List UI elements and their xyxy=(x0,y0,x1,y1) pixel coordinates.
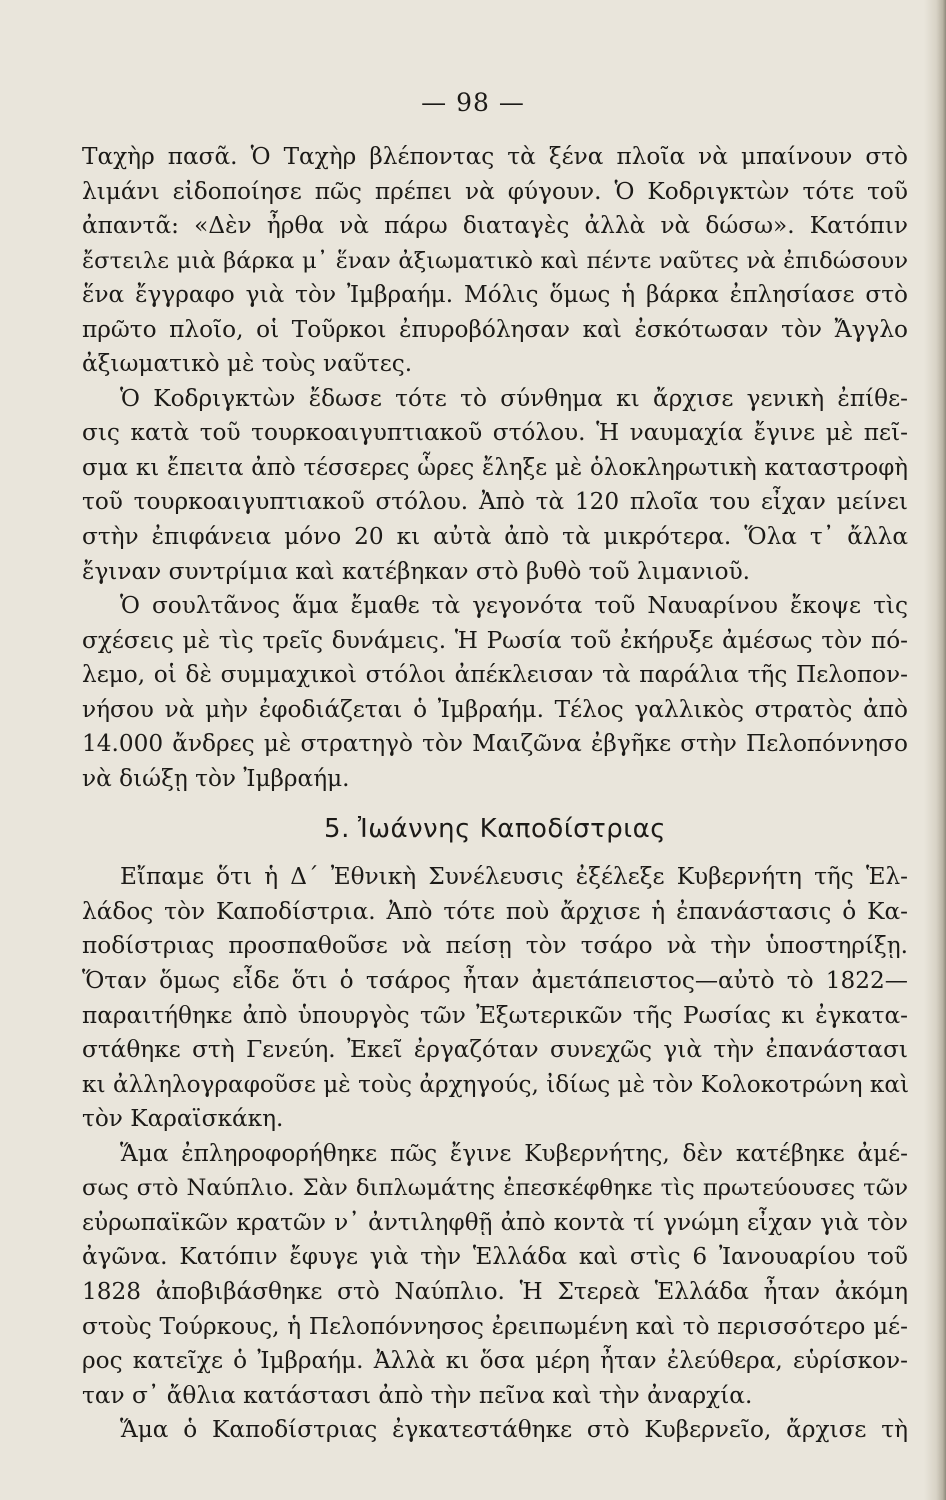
paragraph xyxy=(82,1413,908,1448)
section-number: 5. xyxy=(324,814,350,845)
text-line: λάδος τὸν Καποδίστρια. Ἀπὸ τότε ποὺ ἄρχισε ἡ ἐπανάστασις ὁ Κα- xyxy=(82,897,908,925)
text-line: σχέσεις μὲ τὶς τρεῖς δυνάμεις. Ἡ Ρωσία τοῦ ἐκήρυξε ἀμέσως τὸν πό- xyxy=(82,626,908,654)
text-line: 14.000 ἄνδρες μὲ στρατηγὸ τὸν Μαιζῶνα ἐβγῆκε στὴν Πελοπόννησο xyxy=(82,730,908,758)
text-line: ἀγῶνα. Κατόπιν ἔφυγε γιὰ τὴν Ἑλλάδα καὶ στὶς 6 Ἰανουαρίου τοῦ xyxy=(82,1243,908,1271)
text-line: ποδίστριας προσπαθοῦσε νὰ πείσῃ τὸν τσάρο νὰ τὴν ὑποστηρίξῃ. xyxy=(82,932,908,960)
text-line: νήσου νὰ μὴν ἐφοδιάζεται ὁ Ἰμβραήμ. Τέλος γαλλικὸς στρατὸς ἀπὸ xyxy=(82,695,908,723)
text-line: ταν σ᾽ ἄθλια κατάστασι ἀπὸ τὴν πεῖνα καὶ τὴν ἀναρχία. xyxy=(82,1381,753,1409)
text-line: στοὺς Τούρκους, ἡ Πελοπόννησος ἐρειπωμένη καὶ τὸ περισσότερο μέ- xyxy=(82,1312,908,1340)
text-line: Ταχὴρ πασᾶ. Ὁ Ταχὴρ βλέποντας τὰ ξένα πλοῖα νὰ μπαίνουν στὸ xyxy=(82,143,908,170)
text-line: ρος κατεῖχε ὁ Ἰμβραήμ. Ἀλλὰ κι ὅσα μέρη ἦταν ἐλεύθερα, εὑρίσκον- xyxy=(82,1347,908,1375)
text-line: νὰ διώξῃ τὸν Ἰμβραήμ. xyxy=(82,764,350,792)
page-number: — 98 — xyxy=(421,88,525,117)
paragraph xyxy=(82,140,908,382)
text-line: λιμάνι εἰδοποίησε πῶς πρέπει νὰ φύγουν. Ὁ Κοδριγκτὼν τότε τοῦ xyxy=(82,177,908,205)
text-line: τὸν Καραϊσκάκη. xyxy=(82,1105,284,1133)
text-line: κι ἀλληλογραφοῦσε μὲ τοὺς ἀρχηγούς, ἰδίως μὲ τὸν Κολοκοτρώνη καὶ xyxy=(82,1070,910,1098)
text-line: Ἅμα ὁ Καποδίστριας ἐγκατεστάθηκε στὸ Κυβερνεῖο, ἄρχισε τὴ xyxy=(120,1416,908,1444)
text-line: σως στὸ Ναύπλιο. Σὰν διπλωμάτης ἐπεσκέφθηκε τὶς πρωτεύουσες τῶν xyxy=(82,1175,908,1202)
text-line: Ὅταν ὅμως εἶδε ὅτι ὁ τσάρος ἦταν ἀμετάπειστος—αὐτὸ τὸ 1822— xyxy=(82,967,908,995)
paragraph xyxy=(82,1137,908,1413)
text-line: 1828 ἀποβιβάσθηκε στὸ Ναύπλιο. Ἡ Στερεὰ Ἑλλάδα ἦταν ἀκόμη xyxy=(82,1277,908,1305)
paragraph xyxy=(82,589,908,796)
paragraph xyxy=(82,382,908,589)
text-line: ἕνα ἔγγραφο γιὰ τὸν Ἰμβραήμ. Μόλις ὅμως ἡ βάρκα ἐπλησίασε στὸ xyxy=(82,281,908,309)
text-line: ἔγιναν συντρίμια καὶ κατέβηκαν στὸ βυθὸ τοῦ λιμανιοῦ. xyxy=(82,557,751,585)
text-line: Εἴπαμε ὅτι ἡ Δ΄ Ἐθνικὴ Συνέλευσις ἐξέλεξε Κυβερνήτη τῆς Ἑλ- xyxy=(120,863,908,891)
page-edge-shadow xyxy=(924,0,946,1500)
section-heading xyxy=(82,802,908,856)
text-line: λεμο, οἱ δὲ συμμαχικοὶ στόλοι ἀπέκλεισαν τὰ παράλια τῆς Πελοπον- xyxy=(82,661,908,689)
paragraph xyxy=(82,860,908,1136)
text-line: στὴν ἐπιφάνεια μόνο 20 κι αὐτὰ ἀπὸ τὰ μικρότερα. Ὅλα τ᾽ ἄλλα xyxy=(82,523,908,551)
section-title: Ἰωάννης Καποδίστριας xyxy=(357,814,666,845)
text-line: Ἅμα ἐπληροφορήθηκε πῶς ἔγινε Κυβερνήτης, δὲν κατέβηκε ἀμέ- xyxy=(120,1139,908,1167)
text-line: ἀξιωματικὸ μὲ τοὺς ναῦτες. xyxy=(82,350,413,378)
body-text xyxy=(82,140,908,1448)
text-line: ἀπαντᾶ: «Δὲν ἦρθα νὰ πάρω διαταγὲς ἀλλὰ νὰ δώσω». Κατόπιν xyxy=(82,212,908,240)
text-line: σις κατὰ τοῦ τουρκοαιγυπτιακοῦ στόλου. Ἡ ναυμαχία ἔγινε μὲ πεῖ- xyxy=(82,419,908,447)
text-line: εὐρωπαϊκῶν κρατῶν ν᾽ ἀντιληφθῇ ἀπὸ κοντὰ τί γνώμη εἶχαν γιὰ τὸν xyxy=(82,1208,908,1236)
text-line: σμα κι ἔπειτα ἀπὸ τέσσερες ὧρες ἔληξε μὲ ὁλοκληρωτικὴ καταστροφὴ xyxy=(82,454,908,481)
text-line: ἔστειλε μιὰ βάρκα μ᾽ ἕναν ἀξιωματικὸ καὶ πέντε ναῦτες νὰ ἐπιδώσουν xyxy=(82,247,908,274)
text-line: Ὁ σουλτᾶνος ἅμα ἔμαθε τὰ γεγονότα τοῦ Ναυαρίνου ἔκοψε τὶς xyxy=(120,592,908,620)
text-line: παραιτήθηκε ἀπὸ ὑπουργὸς τῶν Ἐξωτερικῶν τῆς Ρωσίας κι ἐγκατα- xyxy=(82,1001,908,1029)
text-line: τοῦ τουρκοαιγυπτιακοῦ στόλου. Ἀπὸ τὰ 120 πλοῖα του εἶχαν μείνει xyxy=(82,488,908,516)
text-line: πρῶτο πλοῖο, οἱ Τοῦρκοι ἐπυροβόλησαν καὶ ἐσκότωσαν τὸν Ἄγγλο xyxy=(82,315,908,343)
text-line: Ὁ Κοδριγκτὼν ἔδωσε τότε τὸ σύνθημα κι ἄρχισε γενικὴ ἐπίθε- xyxy=(120,384,908,412)
text-line: στάθηκε στὴ Γενεύη. Ἐκεῖ ἐργαζόταν συνεχῶς γιὰ τὴν ἐπανάστασι xyxy=(82,1036,908,1064)
